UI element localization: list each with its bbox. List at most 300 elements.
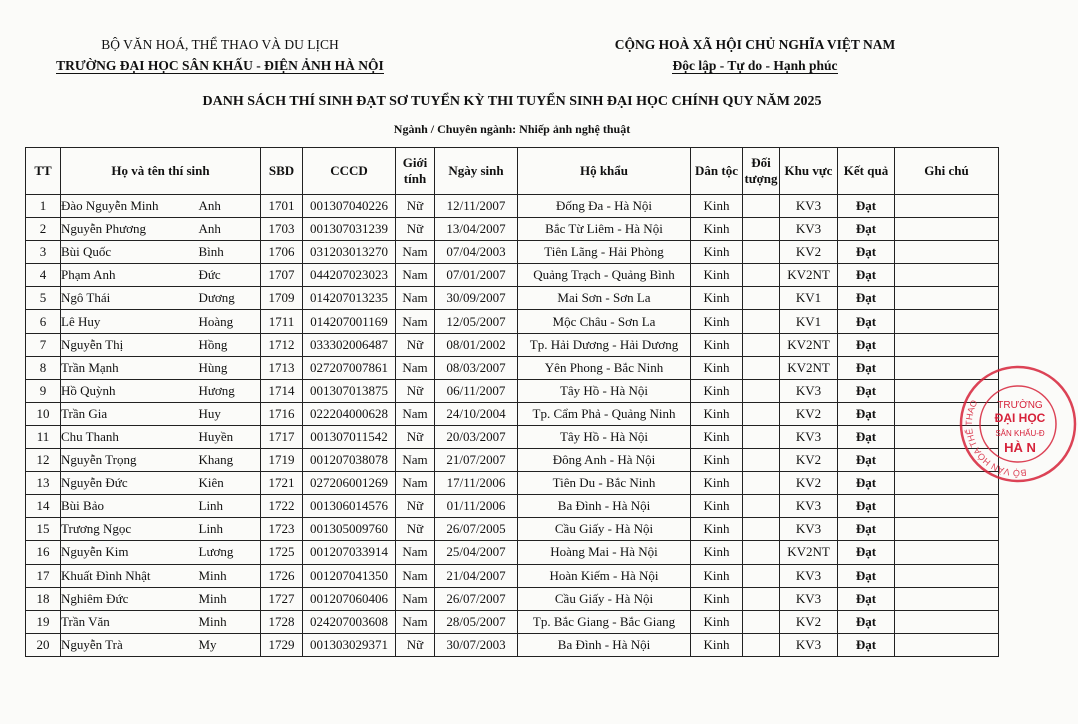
cell-row-number: 2 [26,218,61,241]
cell-date-of-birth: 26/07/2007 [435,587,518,610]
cell-gender: Nam [396,472,435,495]
cell-given-name: Dương [199,287,261,310]
cell-priority-target [743,472,780,495]
cell-date-of-birth: 08/03/2007 [435,356,518,379]
cell-candidate-number: 1717 [261,425,303,448]
cell-given-name: Hoàng [199,310,261,333]
cell-region: KV1 [780,310,838,333]
cell-priority-target [743,218,780,241]
cell-candidate-number: 1723 [261,518,303,541]
cell-given-name: Bình [199,241,261,264]
cell-given-name: Kiên [199,472,261,495]
cell-candidate-number: 1721 [261,472,303,495]
cell-given-name: Đức [199,264,261,287]
cell-given-name: Linh [199,495,261,518]
cell-family-name: Trần Văn [61,610,199,633]
cell-priority-target [743,287,780,310]
cell-id-number: 001307011542 [303,425,396,448]
cell-ethnicity: Kinh [691,379,743,402]
university-seal [958,364,1078,484]
cell-result: Đạt [838,264,895,287]
cell-row-number: 14 [26,495,61,518]
col-cccd: CCCD [303,148,396,195]
cell-ethnicity: Kinh [691,264,743,287]
cell-date-of-birth: 21/07/2007 [435,449,518,472]
cell-date-of-birth: 07/04/2003 [435,241,518,264]
cell-priority-target [743,425,780,448]
cell-priority-target [743,195,780,218]
cell-candidate-number: 1711 [261,310,303,333]
cell-note [895,333,999,356]
cell-region: KV3 [780,218,838,241]
cell-gender: Nữ [396,518,435,541]
cell-family-name: Lê Huy [61,310,199,333]
cell-gender: Nữ [396,379,435,402]
cell-id-number: 001307040226 [303,195,396,218]
cell-id-number: 014207001169 [303,310,396,333]
cell-note [895,241,999,264]
cell-family-name: Trần Mạnh [61,356,199,379]
cell-candidate-number: 1713 [261,356,303,379]
cell-gender: Nữ [396,495,435,518]
cell-date-of-birth: 13/04/2007 [435,218,518,241]
cell-row-number: 20 [26,633,61,656]
cell-ethnicity: Kinh [691,610,743,633]
cell-candidate-number: 1701 [261,195,303,218]
cell-note [895,564,999,587]
cell-family-name: Nguyễn Kim [61,541,199,564]
cell-priority-target [743,241,780,264]
cell-result: Đạt [838,633,895,656]
cell-id-number: 024207003608 [303,610,396,633]
cell-region: KV2 [780,472,838,495]
cell-gender: Nam [396,264,435,287]
cell-household-address: Đống Đa - Hà Nội [518,195,691,218]
cell-region: KV2NT [780,333,838,356]
table-row [26,402,999,425]
cell-region: KV3 [780,495,838,518]
cell-family-name: Khuất Đình Nhật [61,564,199,587]
cell-ethnicity: Kinh [691,564,743,587]
cell-id-number: 001307031239 [303,218,396,241]
cell-note [895,310,999,333]
cell-date-of-birth: 20/03/2007 [435,425,518,448]
cell-priority-target [743,379,780,402]
cell-id-number: 044207023023 [303,264,396,287]
cell-date-of-birth: 12/05/2007 [435,310,518,333]
cell-gender: Nam [396,449,435,472]
col-sbd: SBD [261,148,303,195]
cell-household-address: Hoàng Mai - Hà Nội [518,541,691,564]
seal-line2: ĐẠI HỌC [994,411,1046,425]
cell-household-address: Yên Phong - Bắc Ninh [518,356,691,379]
cell-candidate-number: 1706 [261,241,303,264]
cell-gender: Nam [396,541,435,564]
cell-id-number: 033302006487 [303,333,396,356]
cell-priority-target [743,449,780,472]
cell-note [895,218,999,241]
cell-region: KV3 [780,564,838,587]
cell-given-name: Lương [199,541,261,564]
cell-result: Đạt [838,587,895,610]
cell-ethnicity: Kinh [691,449,743,472]
table-row [26,518,999,541]
cell-family-name: Nguyễn Trà [61,633,199,656]
cell-ethnicity: Kinh [691,495,743,518]
cell-candidate-number: 1716 [261,402,303,425]
cell-row-number: 6 [26,310,61,333]
cell-result: Đạt [838,425,895,448]
cell-note [895,287,999,310]
cell-candidate-number: 1728 [261,610,303,633]
table-row [26,195,999,218]
cell-priority-target [743,333,780,356]
cell-gender: Nam [396,402,435,425]
cell-candidate-number: 1712 [261,333,303,356]
cell-date-of-birth: 08/01/2002 [435,333,518,356]
cell-id-number: 001305009760 [303,518,396,541]
cell-ethnicity: Kinh [691,518,743,541]
cell-gender: Nữ [396,195,435,218]
cell-gender: Nữ [396,425,435,448]
cell-ethnicity: Kinh [691,310,743,333]
cell-region: KV1 [780,287,838,310]
cell-household-address: Bắc Từ Liêm - Hà Nội [518,218,691,241]
cell-ethnicity: Kinh [691,241,743,264]
cell-region: KV2NT [780,541,838,564]
cell-family-name: Nguyễn Thị [61,333,199,356]
table-row [26,610,999,633]
cell-row-number: 1 [26,195,61,218]
cell-household-address: Quảng Trạch - Quảng Bình [518,264,691,287]
cell-date-of-birth: 07/01/2007 [435,264,518,287]
cell-ethnicity: Kinh [691,402,743,425]
university-name: TRƯỜNG ĐẠI HỌC SÂN KHẤU - ĐIỆN ẢNH HÀ NỘI [56,58,384,73]
cell-gender: Nữ [396,218,435,241]
col-gender: Giới tính [396,148,435,195]
cell-id-number: 001306014576 [303,495,396,518]
cell-region: KV3 [780,195,838,218]
cell-id-number: 001307013875 [303,379,396,402]
cell-date-of-birth: 28/05/2007 [435,610,518,633]
cell-family-name: Nguyễn Trọng [61,449,199,472]
cell-result: Đạt [838,356,895,379]
cell-priority-target [743,356,780,379]
table-row [26,218,999,241]
table-row [26,449,999,472]
cell-id-number: 027207007861 [303,356,396,379]
cell-row-number: 16 [26,541,61,564]
cell-ethnicity: Kinh [691,587,743,610]
cell-region: KV2NT [780,356,838,379]
cell-result: Đạt [838,541,895,564]
cell-note [895,518,999,541]
cell-given-name: Hồng [199,333,261,356]
table-body [26,195,999,657]
cell-family-name: Nghiêm Đức [61,587,199,610]
cell-region: KV3 [780,633,838,656]
country-name: CỘNG HOÀ XÃ HỘI CHỦ NGHĨA VIỆT NAM [614,37,896,52]
cell-candidate-number: 1707 [261,264,303,287]
cell-ethnicity: Kinh [691,218,743,241]
cell-household-address: Tiên Lãng - Hải Phòng [518,241,691,264]
cell-family-name: Bùi Bảo [61,495,199,518]
cell-candidate-number: 1703 [261,218,303,241]
table-row [26,495,999,518]
cell-row-number: 8 [26,356,61,379]
cell-id-number: 027206001269 [303,472,396,495]
cell-gender: Nam [396,310,435,333]
cell-given-name: Hương [199,379,261,402]
cell-row-number: 10 [26,402,61,425]
seal-ring-text: BỘ VĂN HÓA THỂ THAO [963,398,1027,479]
cell-candidate-number: 1719 [261,449,303,472]
cell-family-name: Nguyễn Phương [61,218,199,241]
cell-result: Đạt [838,287,895,310]
col-dob: Ngày sinh [435,148,518,195]
cell-date-of-birth: 21/04/2007 [435,564,518,587]
cell-gender: Nam [396,241,435,264]
cell-note [895,610,999,633]
cell-priority-target [743,518,780,541]
cell-result: Đạt [838,449,895,472]
table-row [26,264,999,287]
cell-gender: Nữ [396,633,435,656]
col-result: Kết quả [838,148,895,195]
cell-region: KV2NT [780,264,838,287]
cell-family-name: Trương Ngọc [61,518,199,541]
national-motto-header [600,34,910,76]
cell-row-number: 11 [26,425,61,448]
col-tt: TT [26,148,61,195]
document-title: DANH SÁCH THÍ SINH ĐẠT SƠ TUYỂN KỲ THI TUYỂN SINH ĐẠI HỌC CHÍNH QUY NĂM 2025 [202,94,822,109]
cell-result: Đạt [838,379,895,402]
cell-gender: Nam [396,564,435,587]
cell-result: Đạt [838,610,895,633]
col-region: Khu vực [780,148,838,195]
document-subtitle: Ngành / Chuyên ngành: Nhiếp ảnh nghệ thuật [393,122,631,136]
cell-id-number: 001207038078 [303,449,396,472]
cell-ethnicity: Kinh [691,425,743,448]
cell-given-name: Hùng [199,356,261,379]
cell-ethnicity: Kinh [691,195,743,218]
cell-household-address: Ba Đình - Hà Nội [518,633,691,656]
cell-priority-target [743,610,780,633]
table-header-row [26,148,999,195]
cell-result: Đạt [838,472,895,495]
cell-date-of-birth: 24/10/2004 [435,402,518,425]
cell-note [895,633,999,656]
cell-household-address: Tây Hồ - Hà Nội [518,425,691,448]
cell-date-of-birth: 25/04/2007 [435,541,518,564]
cell-household-address: Tiên Du - Bắc Ninh [518,472,691,495]
cell-gender: Nam [396,610,435,633]
cell-region: KV3 [780,587,838,610]
col-address: Hộ khẩu [518,148,691,195]
cell-region: KV3 [780,518,838,541]
cell-family-name: Trần Gia [61,402,199,425]
cell-gender: Nam [396,356,435,379]
cell-region: KV2 [780,402,838,425]
cell-ethnicity: Kinh [691,541,743,564]
cell-household-address: Cầu Giấy - Hà Nội [518,518,691,541]
table-row [26,310,999,333]
cell-row-number: 5 [26,287,61,310]
cell-date-of-birth: 30/07/2003 [435,633,518,656]
cell-ethnicity: Kinh [691,287,743,310]
cell-row-number: 7 [26,333,61,356]
table-row [26,241,999,264]
candidate-table [25,147,999,657]
cell-date-of-birth: 17/11/2006 [435,472,518,495]
motto: Độc lập - Tự do - Hạnh phúc [672,58,838,73]
cell-household-address: Tây Hồ - Hà Nội [518,379,691,402]
seal-line1: TRƯỜNG [997,400,1043,411]
cell-priority-target [743,310,780,333]
cell-result: Đạt [838,195,895,218]
table-row [26,472,999,495]
table-row [26,633,999,656]
cell-candidate-number: 1727 [261,587,303,610]
cell-date-of-birth: 12/11/2007 [435,195,518,218]
cell-family-name: Hồ Quỳnh [61,379,199,402]
cell-gender: Nam [396,287,435,310]
cell-priority-target [743,587,780,610]
cell-candidate-number: 1729 [261,633,303,656]
cell-candidate-number: 1722 [261,495,303,518]
cell-ethnicity: Kinh [691,472,743,495]
cell-note [895,495,999,518]
cell-ethnicity: Kinh [691,333,743,356]
cell-given-name: My [199,633,261,656]
cell-row-number: 15 [26,518,61,541]
cell-id-number: 001207041350 [303,564,396,587]
cell-family-name: Phạm Anh [61,264,199,287]
table-row [26,425,999,448]
cell-region: KV2 [780,610,838,633]
cell-result: Đạt [838,310,895,333]
table-row [26,564,999,587]
cell-given-name: Huy [199,402,261,425]
cell-note [895,541,999,564]
cell-given-name: Minh [199,587,261,610]
cell-note [895,587,999,610]
table-row [26,333,999,356]
cell-household-address: Ba Đình - Hà Nội [518,495,691,518]
table-row [26,356,999,379]
cell-row-number: 19 [26,610,61,633]
cell-family-name: Chu Thanh [61,425,199,448]
cell-region: KV3 [780,425,838,448]
cell-result: Đạt [838,495,895,518]
cell-given-name: Anh [199,218,261,241]
cell-date-of-birth: 06/11/2007 [435,379,518,402]
cell-given-name: Linh [199,518,261,541]
table-row [26,379,999,402]
cell-household-address: Đông Anh - Hà Nội [518,449,691,472]
table-row [26,587,999,610]
cell-given-name: Minh [199,610,261,633]
cell-row-number: 13 [26,472,61,495]
cell-note [895,195,999,218]
seal-line3: SÂN KHẤU-Đ [995,429,1045,438]
cell-gender: Nam [396,587,435,610]
cell-id-number: 001207060406 [303,587,396,610]
cell-family-name: Bùi Quốc [61,241,199,264]
cell-household-address: Tp. Hải Dương - Hải Dương [518,333,691,356]
cell-gender: Nữ [396,333,435,356]
cell-priority-target [743,564,780,587]
cell-region: KV2 [780,241,838,264]
cell-id-number: 031203013270 [303,241,396,264]
cell-given-name: Minh [199,564,261,587]
cell-id-number: 001207033914 [303,541,396,564]
col-target: Đối tượng [743,148,780,195]
cell-result: Đạt [838,241,895,264]
cell-priority-target [743,264,780,287]
cell-row-number: 4 [26,264,61,287]
cell-candidate-number: 1726 [261,564,303,587]
cell-result: Đạt [838,402,895,425]
cell-region: KV2 [780,449,838,472]
col-ethnicity: Dân tộc [691,148,743,195]
cell-household-address: Cầu Giấy - Hà Nội [518,587,691,610]
cell-id-number: 022204000628 [303,402,396,425]
cell-priority-target [743,495,780,518]
cell-result: Đạt [838,518,895,541]
ministry-name: BỘ VĂN HOÁ, THỂ THAO VÀ DU LỊCH [101,37,339,52]
cell-date-of-birth: 01/11/2006 [435,495,518,518]
cell-date-of-birth: 30/09/2007 [435,287,518,310]
ministry-header [40,34,400,76]
cell-given-name: Anh [199,195,261,218]
cell-ethnicity: Kinh [691,633,743,656]
cell-candidate-number: 1714 [261,379,303,402]
cell-priority-target [743,541,780,564]
cell-household-address: Mai Sơn - Sơn La [518,287,691,310]
cell-household-address: Tp. Bắc Giang - Bắc Giang [518,610,691,633]
table-row [26,541,999,564]
cell-given-name: Khang [199,449,261,472]
cell-region: KV3 [780,379,838,402]
cell-row-number: 18 [26,587,61,610]
cell-household-address: Mộc Châu - Sơn La [518,310,691,333]
cell-note [895,264,999,287]
cell-row-number: 3 [26,241,61,264]
cell-household-address: Hoàn Kiếm - Hà Nội [518,564,691,587]
cell-result: Đạt [838,333,895,356]
seal-line4: HÀ N [1004,440,1036,455]
cell-priority-target [743,402,780,425]
cell-candidate-number: 1725 [261,541,303,564]
cell-family-name: Nguyễn Đức [61,472,199,495]
cell-ethnicity: Kinh [691,356,743,379]
cell-given-name: Huyền [199,425,261,448]
cell-result: Đạt [838,218,895,241]
cell-row-number: 9 [26,379,61,402]
cell-priority-target [743,633,780,656]
cell-family-name: Đào Nguyễn Minh [61,195,199,218]
cell-row-number: 17 [26,564,61,587]
cell-candidate-number: 1709 [261,287,303,310]
cell-family-name: Ngô Thái [61,287,199,310]
cell-id-number: 014207013235 [303,287,396,310]
col-name: Họ và tên thí sinh [61,148,261,195]
cell-result: Đạt [838,564,895,587]
cell-id-number: 001303029371 [303,633,396,656]
col-note: Ghi chú [895,148,999,195]
cell-row-number: 12 [26,449,61,472]
